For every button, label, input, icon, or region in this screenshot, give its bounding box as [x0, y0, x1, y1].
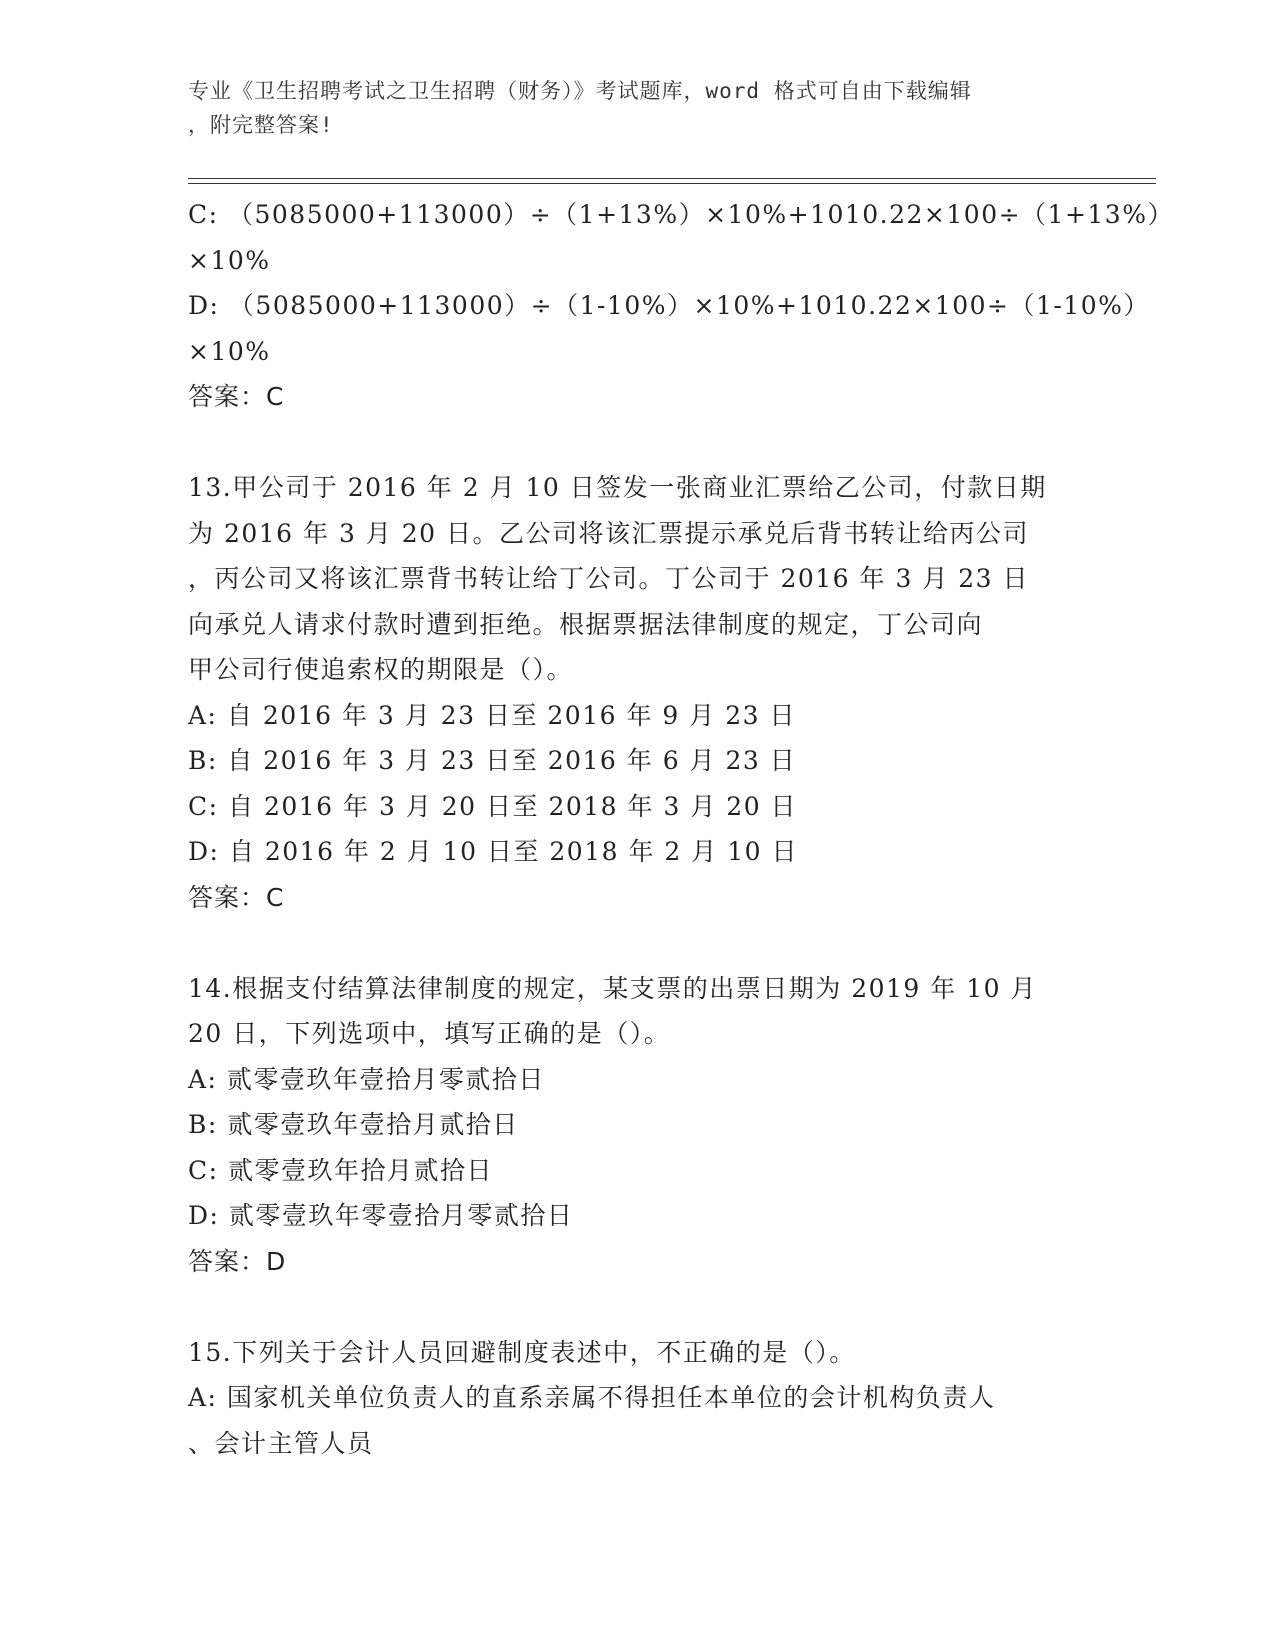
option-b: B: 自 2016 年 3 月 23 日至 2016 年 6 月 23 日 [188, 746, 797, 775]
document-body [188, 192, 1174, 1466]
option-d-continued: ×10% [188, 336, 271, 366]
question-14 [188, 966, 1088, 1285]
option-a: A: 贰零壹玖年壹拾月零贰拾日 [188, 1064, 545, 1094]
option-c: C: （5085000+113000）÷（1+13%）×10%+1010.22×100÷（1+13%） [188, 200, 1174, 229]
question-13 [188, 465, 1088, 920]
question-stem: 向承兑人请求付款时遭到拒绝。根据票据法律制度的规定，丁公司向 [188, 609, 984, 639]
header-divider [188, 178, 1156, 179]
question-stem: 14.根据支付结算法律制度的规定，某支票的出票日期为 2019 年 10 月 [188, 973, 1037, 1003]
option-a-continued: 、会计主管人员 [188, 1428, 374, 1458]
header-line: ，附完整答案! [188, 113, 334, 137]
option-c: C: 自 2016 年 3 月 20 日至 2018 年 3 月 20 日 [188, 791, 798, 821]
option-a: A: 自 2016 年 3 月 23 日至 2016 年 9 月 23 日 [188, 700, 796, 730]
option-a: A: 国家机关单位负责人的直系亲属不得担任本单位的会计机构负责人 [188, 1383, 996, 1412]
document-header [188, 74, 1068, 142]
spacer [188, 420, 1088, 466]
question-stem: 13.甲公司于 2016 年 2 月 10 日签发一张商业汇票给乙公司，付款日期 [188, 473, 1047, 502]
question-stem: 为 2016 年 3 月 20 日。乙公司将该汇票提示承兑后背书转让给丙公司 [188, 518, 1030, 548]
spacer [188, 1284, 1088, 1330]
header-divider [188, 183, 1156, 184]
question-15 [188, 1330, 1088, 1467]
question-stem: 15.下列关于会计人员回避制度表述中，不正确的是（）。 [188, 1337, 856, 1367]
question-stem: ，丙公司又将该汇票背书转让给丁公司。丁公司于 2016 年 3 月 23 日 [188, 564, 1030, 593]
answer: 答案：C [188, 882, 285, 912]
header-line: 专业《卫生招聘考试之卫生招聘（财务）》考试题库，word 格式可自由下载编辑 [188, 79, 972, 103]
question-12 [188, 192, 1174, 420]
option-d: D: 贰零壹玖年零壹拾月零贰拾日 [188, 1201, 574, 1230]
question-stem: 甲公司行使追索权的期限是（）。 [188, 655, 574, 684]
option-b: B: 贰零壹玖年壹拾月贰拾日 [188, 1110, 519, 1139]
spacer [188, 920, 1088, 966]
option-c: C: 贰零壹玖年拾月贰拾日 [188, 1155, 493, 1185]
answer: 答案：C [188, 382, 285, 411]
answer: 答案：D [188, 1246, 287, 1276]
option-c-continued: ×10% [188, 245, 271, 275]
option-d: D: （5085000+113000）÷（1-10%）×10%+1010.22×100÷（1-10%） [188, 291, 1150, 320]
option-d: D: 自 2016 年 2 月 10 日至 2018 年 2 月 10 日 [188, 837, 798, 866]
question-stem: 20 日，下列选项中，填写正确的是（）。 [188, 1019, 671, 1048]
